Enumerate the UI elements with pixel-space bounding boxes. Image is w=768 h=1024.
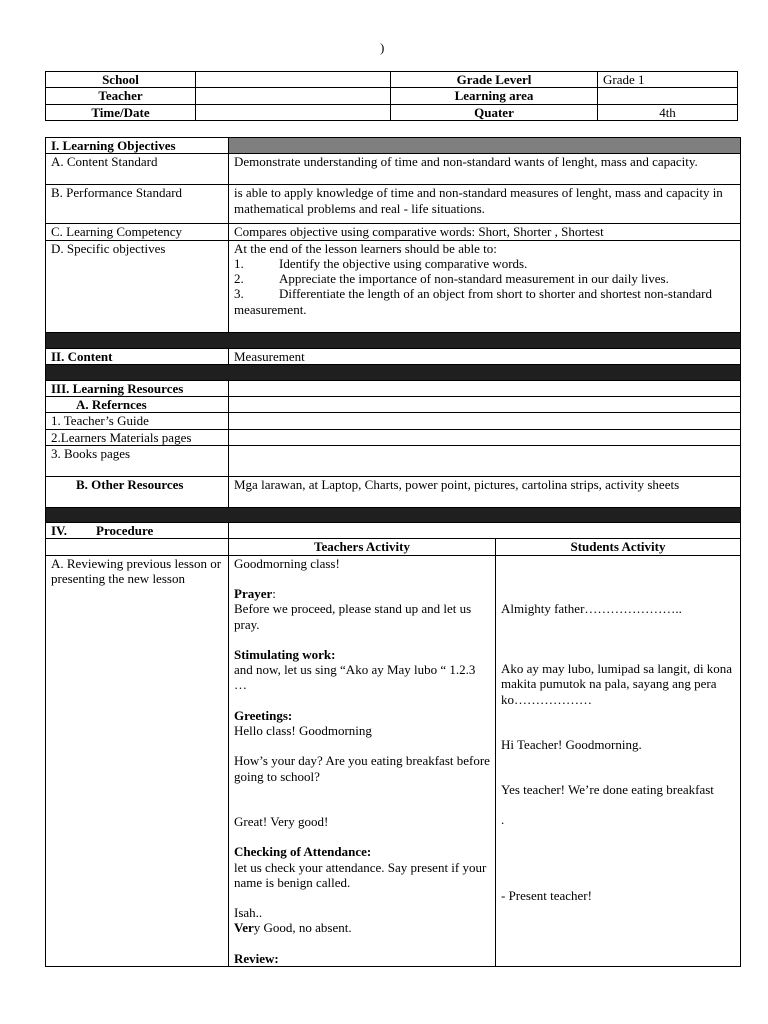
teacher-value — [196, 88, 391, 104]
content-label: II. Content — [46, 348, 229, 364]
isah-text: Isah.. — [234, 905, 263, 921]
empty-cell — [229, 446, 741, 477]
empty-cell — [229, 429, 741, 445]
teachers-activity-cell — [229, 555, 496, 966]
prayer-text: Before we proceed, please stand up and let us pray. — [234, 601, 472, 632]
performance-standard-label: B. Performance Standard — [46, 185, 229, 224]
objective-number: 3. — [234, 286, 244, 302]
objective-text: Appreciate the importance of non-standard measurement in our daily lives. — [279, 271, 669, 287]
objective-number: 2. — [234, 271, 244, 287]
section-divider — [46, 508, 741, 523]
other-resources-label: B. Other Resources — [46, 477, 229, 508]
review-label: Review: — [234, 950, 279, 966]
teacher-label: Teacher — [46, 88, 196, 104]
prayer-label: Prayer — [234, 585, 273, 601]
learning-area-label: Learning area — [391, 88, 598, 104]
student-breakfast: Yes teacher! We’re done eating breakfast — [501, 782, 714, 798]
greetings-label: Greetings: — [234, 707, 293, 723]
empty-cell — [229, 397, 741, 413]
empty-cell — [46, 539, 229, 555]
objectives-heading: I. Learning Objectives — [46, 138, 229, 154]
very-bold: Ver — [234, 920, 254, 936]
performance-standard-text: is able to apply knowledge of time and non-standard measures of lenght, mass and capacity in mathematical problems and real - life situations. — [229, 185, 741, 224]
greetings-text: Hello class! Goodmorning — [234, 723, 372, 739]
references-label: A. Refernces — [46, 397, 229, 413]
students-activity-cell — [496, 555, 741, 966]
objective-text: Identify the objective using comparative words. — [279, 255, 528, 271]
student-song: Ako ay may lubo, lumipad sa langit, di kona makita pumutok na pala, sayang ang pera ko……………… — [501, 660, 733, 707]
empty-cell — [229, 380, 741, 396]
teachers-guide-label: 1. Teacher’s Guide — [46, 413, 229, 429]
great-text: Great! Very good! — [234, 813, 329, 829]
stimulating-work-text: and now, let us sing “Ako ay May lubo “ 1.2.3 … — [234, 662, 476, 693]
student-greeting: Hi Teacher! Goodmorning. — [501, 736, 642, 752]
objective-item — [234, 286, 735, 317]
specific-objectives-label: D. Specific objectives — [46, 240, 229, 332]
specific-objectives-cell — [229, 240, 741, 332]
time-date-value — [196, 104, 391, 120]
learning-resources-heading: III. Learning Resources — [46, 380, 229, 396]
header-table — [45, 71, 738, 121]
quarter-value: 4th — [598, 104, 738, 120]
objective-number: 1. — [234, 255, 244, 271]
quarter-label: Quater — [391, 104, 598, 120]
content-standard-text: Demonstrate understanding of time and non-standard wants of lenght, mass and capacity. — [229, 154, 741, 185]
school-value — [196, 72, 391, 88]
specific-objectives-intro: At the end of the lesson learners should be able to: — [234, 240, 497, 256]
very-good-text: y Good, no absent. — [253, 920, 352, 936]
other-resources-value: Mga larawan, at Laptop, Charts, power point, pictures, cartolina strips, activity sheets — [229, 477, 741, 508]
objective-item — [234, 256, 735, 271]
section-divider — [46, 364, 741, 380]
student-dot: . — [501, 812, 505, 828]
content-value: Measurement — [229, 348, 741, 364]
learners-materials-label: 2.Learners Materials pages — [46, 429, 229, 445]
procedure-step-label: A. Reviewing previous lesson or presenting the new lesson — [46, 555, 229, 966]
learning-competency-label: C. Learning Competency — [46, 224, 229, 240]
attendance-label: Checking of Attendance: — [234, 844, 372, 860]
student-present: - Present teacher! — [501, 887, 592, 903]
grade-label: Grade Leverl — [391, 72, 598, 88]
stimulating-work-label: Stimulating work: — [234, 646, 336, 662]
section-divider — [46, 332, 741, 348]
teacher-greeting: Goodmorning class! — [234, 555, 340, 571]
procedure-number: IV. — [51, 523, 68, 539]
learning-competency-text: Compares objective using comparative words: Short, Shorter , Shortest — [229, 224, 741, 240]
books-pages-label: 3. Books pages — [46, 446, 229, 477]
content-standard-label: A. Content Standard — [46, 154, 229, 185]
prayer-colon: : — [272, 585, 276, 601]
empty-cell — [229, 523, 741, 539]
school-label: School — [46, 72, 196, 88]
procedure-heading — [46, 523, 229, 539]
empty-cell — [229, 413, 741, 429]
learning-area-value — [598, 88, 738, 104]
lesson-plan-table — [45, 137, 741, 967]
objective-item — [234, 271, 735, 286]
time-date-label: Time/Date — [46, 104, 196, 120]
student-prayer: Almighty father………………….. — [501, 600, 682, 616]
procedure-title: Procedure — [96, 523, 154, 539]
stray-mark: ) — [380, 40, 385, 55]
grade-value: Grade 1 — [598, 72, 738, 88]
objective-text: Differentiate the length of an object from short to shorter and shortest non-standard measurement. — [234, 286, 712, 317]
attendance-text: let us check your attendance. Say present if your name is benign called. — [234, 859, 487, 890]
breakfast-question: How’s your day? Are you eating breakfast before going to school? — [234, 753, 490, 784]
objectives-heading-fill — [229, 138, 741, 154]
students-activity-header: Students Activity — [496, 539, 741, 555]
teachers-activity-header: Teachers Activity — [229, 539, 496, 555]
